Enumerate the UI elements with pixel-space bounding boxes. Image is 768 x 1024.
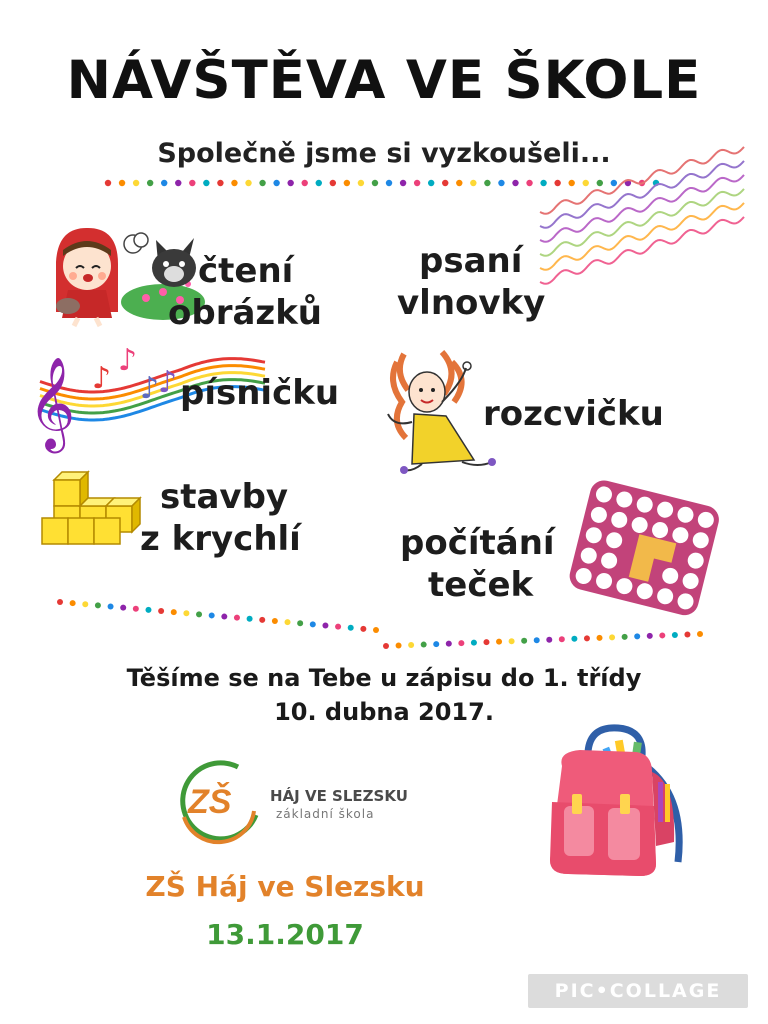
activity-counting (400, 522, 555, 606)
divider-dot (373, 627, 379, 633)
school-name: ZŠ Háj ve Slezsku (145, 870, 425, 903)
activity-reading-line2: obrázků (168, 293, 323, 333)
dot-board-icon (570, 484, 720, 614)
divider-dot (217, 180, 223, 186)
activity-writing-line1: psaní (419, 241, 523, 281)
divider-dot (108, 603, 114, 609)
divider-dot (526, 180, 532, 186)
divider-dot (470, 180, 476, 186)
divider-dot (659, 632, 665, 638)
divider-dot (512, 180, 518, 186)
treble-clef-icon: 𝄞 (28, 356, 76, 449)
divider-dot (147, 180, 153, 186)
divider-dot (145, 607, 151, 613)
divider-dot (609, 634, 615, 640)
logo-name: HÁJ VE SLEZSKU (270, 787, 408, 805)
divider-dot (247, 616, 253, 622)
divider-dot (471, 640, 477, 646)
divider-dot (360, 626, 366, 632)
divider-dot (316, 180, 322, 186)
activity-building-line2: z krychlí (140, 519, 301, 559)
dancing-girl-icon (382, 342, 492, 482)
wavy-line (540, 161, 744, 228)
divider-dot (584, 635, 590, 641)
activity-song (180, 372, 339, 414)
divider-dot (484, 180, 490, 186)
divider-dot (82, 601, 88, 607)
logo-monogram: ZŠ (188, 783, 232, 821)
music-note-icon: ♪ (118, 343, 138, 378)
page-title: NÁVŠTĚVA VE ŠKOLE (66, 50, 702, 111)
pic-collage-watermark: PIC•COLLAGE (528, 974, 748, 1008)
divider-dot (534, 637, 540, 643)
divider-dot (158, 608, 164, 614)
dotted-divider-right (382, 628, 712, 658)
divider-dot (196, 611, 202, 617)
divider-dot (183, 610, 189, 616)
divider-dot (483, 639, 489, 645)
divider-dot (133, 180, 139, 186)
divider-dot (634, 633, 640, 639)
divider-dot (209, 612, 215, 618)
divider-dot (273, 180, 279, 186)
divider-dot (203, 180, 209, 186)
divider-dot (372, 180, 378, 186)
divider-dot (496, 639, 502, 645)
divider-dot (344, 180, 350, 186)
divider-dot (408, 642, 414, 648)
divider-dot (456, 180, 462, 186)
divider-dot (597, 635, 603, 641)
cube-blocks-icon (36, 466, 156, 556)
divider-dot (57, 599, 63, 605)
divider-dot (421, 642, 427, 648)
subtitle: Společně jsme si vyzkoušeli... (157, 138, 611, 169)
divider-dot (175, 180, 181, 186)
divider-dot (189, 180, 195, 186)
divider-dot (105, 180, 111, 186)
dotted-divider-left (56, 596, 386, 636)
divider-dot (400, 180, 406, 186)
divider-dot (120, 605, 126, 611)
divider-dot (322, 623, 328, 629)
music-note-icon: ♪ (158, 365, 178, 400)
divider-dot (259, 180, 265, 186)
wavy-lines-icon (540, 182, 750, 302)
invitation-line2: 10. dubna 2017. (274, 698, 494, 726)
divider-dot (433, 641, 439, 647)
divider-dot (231, 180, 237, 186)
divider-dot (221, 614, 227, 620)
backpack-icon (528, 722, 698, 882)
divider-dot (559, 636, 565, 642)
activity-writing-line2: vlnovky (397, 283, 546, 323)
divider-dot (245, 180, 251, 186)
divider-dot (414, 180, 420, 186)
activity-reading-line1: čtení (198, 251, 294, 291)
divider-dot (428, 180, 434, 186)
divider-dot (647, 633, 653, 639)
activity-reading (168, 250, 323, 334)
logo-tagline: základní škola (276, 807, 375, 821)
school-logo-icon (166, 755, 266, 845)
music-note-icon: ♪ (140, 371, 160, 406)
divider-dot (259, 617, 265, 623)
divider-dot (297, 620, 303, 626)
divider-dot (697, 631, 703, 637)
divider-dot (446, 641, 452, 647)
divider-dot (622, 634, 628, 640)
activity-counting-line1: počítání (400, 523, 555, 563)
divider-dot (285, 619, 291, 625)
wavy-line (540, 189, 744, 256)
activity-building (140, 476, 301, 560)
wavy-line (540, 203, 744, 270)
divider-dot (509, 638, 515, 644)
divider-dot (119, 180, 125, 186)
divider-dot (348, 625, 354, 631)
activity-exercise (483, 393, 664, 435)
school-logo (166, 755, 426, 845)
divider-dot (458, 640, 464, 646)
divider-dot (383, 643, 389, 649)
wavy-line (540, 175, 744, 242)
divider-dot (546, 637, 552, 643)
activity-exercise-line1: rozcvičku (483, 394, 664, 434)
activity-song-line1: písničku (180, 373, 340, 413)
activity-writing (397, 240, 545, 324)
divider-dot (672, 632, 678, 638)
divider-dot (442, 180, 448, 186)
divider-dot (396, 643, 402, 649)
divider-dot (272, 618, 278, 624)
music-note-icon: ♪ (92, 361, 112, 396)
divider-dot (571, 636, 577, 642)
divider-dot (358, 180, 364, 186)
event-date: 13.1.2017 (206, 918, 364, 951)
divider-dot (171, 609, 177, 615)
divider-dot (521, 638, 527, 644)
divider-dot (95, 602, 101, 608)
divider-dot (335, 624, 341, 630)
divider-dot (386, 180, 392, 186)
divider-dot (70, 600, 76, 606)
divider-dot (310, 621, 316, 627)
divider-dot (133, 606, 139, 612)
invitation-line1: Těšíme se na Tebe u zápisu do 1. třídy (126, 664, 642, 692)
divider-dot (287, 180, 293, 186)
activity-counting-line2: teček (428, 565, 534, 605)
wavy-line (540, 217, 744, 284)
divider-dot (498, 180, 504, 186)
divider-dot (302, 180, 308, 186)
divider-dot (684, 631, 690, 637)
divider-dot (234, 615, 240, 621)
activity-building-line1: stavby (160, 477, 289, 517)
divider-dot (161, 180, 167, 186)
divider-dot (330, 180, 336, 186)
